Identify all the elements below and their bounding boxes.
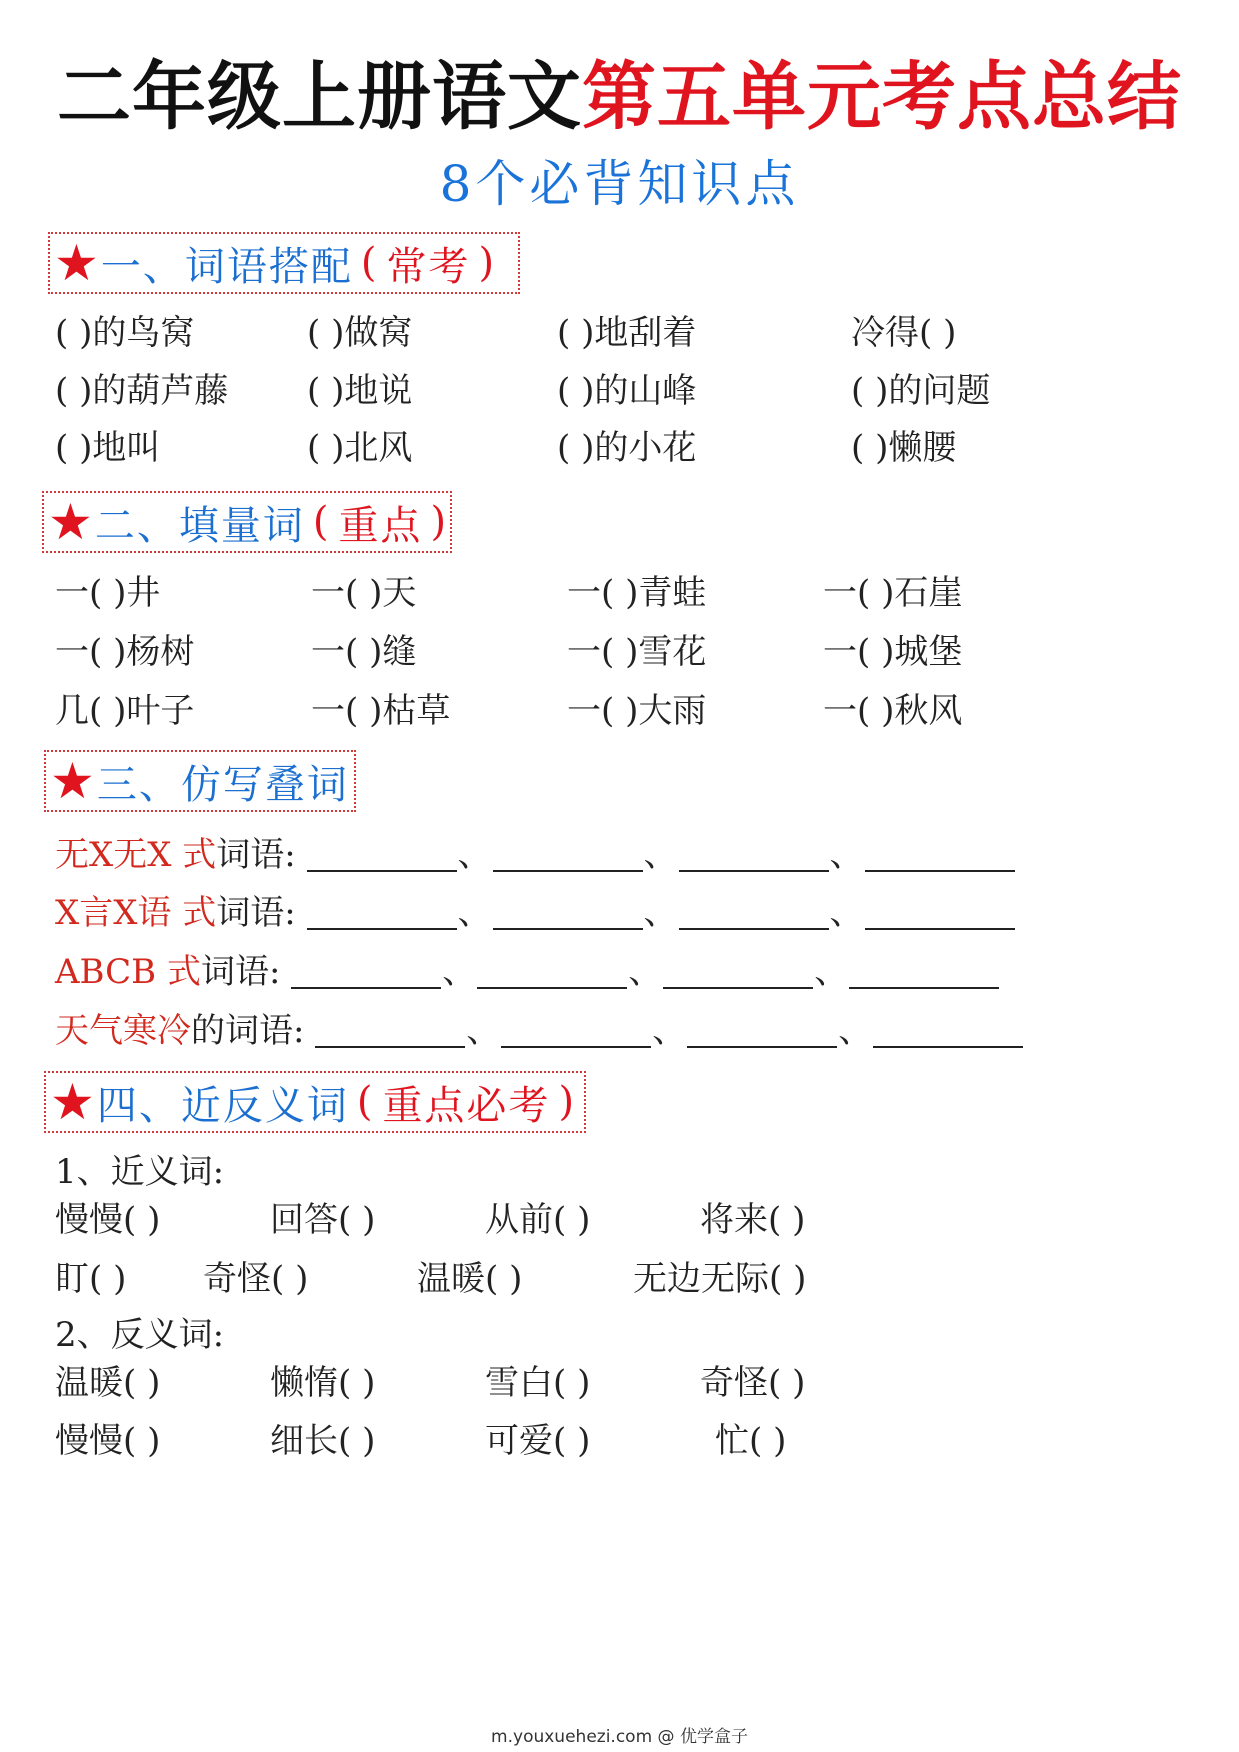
- pattern-suffix: 的词语:: [191, 1011, 305, 1051]
- answer-blank[interactable]: [865, 896, 1015, 930]
- antonym-item: 慢慢( ): [55, 1421, 161, 1461]
- s2-item: 几( )叶子: [55, 691, 195, 731]
- separator: 、: [652, 1011, 687, 1051]
- separator: 、: [457, 893, 492, 933]
- synonym-item: 奇怪( ): [203, 1259, 309, 1299]
- s1-item: ( )北风: [307, 428, 413, 468]
- pattern-label: X言X语 式: [55, 893, 217, 933]
- section-3-title: 三、仿写叠词: [96, 761, 349, 808]
- paren-open: (: [356, 1079, 375, 1125]
- antonym-item: 雪白( ): [485, 1363, 591, 1403]
- pattern-label: 无X无X 式: [55, 835, 217, 875]
- s2-item: 一( )青蛙: [567, 573, 707, 613]
- separator: 、: [628, 952, 663, 992]
- page-subtitle: 8个必背知识点: [439, 155, 800, 213]
- section-2-note: 重点: [338, 502, 423, 549]
- s1-item: ( )的葫芦藤: [55, 371, 229, 411]
- title-black-part: 二年级上册语文: [57, 54, 582, 140]
- s1-item: ( )做窝: [307, 313, 413, 353]
- separator: 、: [829, 835, 864, 875]
- pattern-suffix: 词语:: [200, 952, 281, 992]
- answer-blank[interactable]: [501, 1014, 651, 1048]
- antonym-heading: 2、反义词:: [55, 1315, 225, 1355]
- answer-blank[interactable]: [291, 955, 441, 989]
- section-4-header: [44, 1071, 586, 1133]
- section-2-title: 二、填量词: [94, 502, 305, 549]
- paren-open: (: [312, 499, 331, 545]
- pattern-suffix: 词语:: [216, 835, 296, 875]
- answer-blank[interactable]: [307, 838, 457, 872]
- separator: 、: [829, 893, 864, 933]
- page-title: [0, 52, 1239, 142]
- s2-item: 一( )井: [55, 573, 161, 613]
- pattern-label: 天气寒冷: [55, 1011, 191, 1051]
- synonym-item: 无边无际( ): [633, 1259, 807, 1299]
- paren-close: ): [430, 499, 449, 545]
- s1-item: ( )地说: [307, 371, 413, 411]
- antonym-item: 忙( ): [715, 1421, 787, 1461]
- paren-open: (: [360, 240, 379, 286]
- s2-item: 一( )石崖: [823, 573, 963, 613]
- s1-item: ( )地刮着: [557, 313, 697, 353]
- synonym-item: 慢慢( ): [55, 1200, 161, 1240]
- star-icon: ★: [50, 1073, 95, 1131]
- section-4-note: 重点必考: [382, 1082, 551, 1129]
- answer-blank[interactable]: [493, 838, 643, 872]
- s1-item: ( )的鸟窝: [55, 313, 195, 353]
- footer-watermark: m.youxuehezi.com @ 优学盒子: [491, 1727, 748, 1747]
- synonym-item: 从前( ): [485, 1200, 591, 1240]
- answer-blank[interactable]: [865, 838, 1015, 872]
- separator: 、: [643, 835, 678, 875]
- write-line: [55, 833, 1015, 877]
- answer-blank[interactable]: [493, 896, 643, 930]
- separator: 、: [838, 1011, 873, 1051]
- antonym-item: 细长( ): [270, 1421, 376, 1461]
- s2-item: 一( )雪花: [567, 632, 707, 672]
- write-line: [55, 950, 999, 994]
- star-icon: ★: [48, 493, 93, 551]
- synonym-item: 回答( ): [270, 1200, 376, 1240]
- paren-close: ): [558, 1079, 577, 1125]
- answer-blank[interactable]: [315, 1014, 465, 1048]
- answer-blank[interactable]: [849, 955, 999, 989]
- s1-item: ( )的问题: [851, 371, 991, 411]
- separator: 、: [457, 835, 492, 875]
- section-2-header: [42, 491, 452, 553]
- section-4-title: 四、近反义词: [96, 1082, 349, 1129]
- answer-blank[interactable]: [679, 838, 829, 872]
- separator: 、: [814, 952, 849, 992]
- s2-item: 一( )城堡: [823, 632, 963, 672]
- separator: 、: [643, 893, 678, 933]
- s2-item: 一( )缝: [311, 632, 417, 672]
- answer-blank[interactable]: [873, 1014, 1023, 1048]
- section-1-title: 一、词语搭配: [100, 243, 353, 290]
- paren-close: ): [478, 240, 497, 286]
- antonym-item: 可爱( ): [485, 1421, 591, 1461]
- star-icon: ★: [50, 752, 95, 810]
- antonym-item: 懒惰( ): [270, 1363, 376, 1403]
- s1-item: ( )地叫: [55, 428, 161, 468]
- title-red-part: 第五单元考点总结: [582, 54, 1182, 140]
- s1-item: ( )的小花: [557, 428, 697, 468]
- s1-item: ( )懒腰: [851, 428, 957, 468]
- answer-blank[interactable]: [477, 955, 627, 989]
- s1-item: 冷得( ): [851, 313, 957, 353]
- answer-blank[interactable]: [663, 955, 813, 989]
- answer-blank[interactable]: [679, 896, 829, 930]
- synonym-item: 盯( ): [55, 1259, 127, 1299]
- section-1-note: 常考: [386, 243, 471, 290]
- separator: 、: [466, 1011, 501, 1051]
- answer-blank[interactable]: [307, 896, 457, 930]
- s2-item: 一( )大雨: [567, 691, 707, 731]
- synonym-item: 温暖( ): [417, 1259, 523, 1299]
- s1-item: ( )的山峰: [557, 371, 697, 411]
- star-icon: ★: [54, 234, 99, 292]
- answer-blank[interactable]: [687, 1014, 837, 1048]
- section-1-header: [48, 232, 520, 294]
- synonym-item: 将来( ): [700, 1200, 806, 1240]
- antonym-item: 奇怪( ): [700, 1363, 806, 1403]
- s2-item: 一( )杨树: [55, 632, 195, 672]
- pattern-label: ABCB 式: [55, 952, 201, 992]
- write-line: [55, 891, 1015, 935]
- s2-item: 一( )秋风: [823, 691, 963, 731]
- synonym-heading: 1、近义词:: [55, 1152, 225, 1192]
- write-line: [55, 1009, 1023, 1053]
- s2-item: 一( )天: [311, 573, 417, 613]
- pattern-suffix: 词语:: [216, 893, 296, 933]
- s2-item: 一( )枯草: [311, 691, 451, 731]
- separator: 、: [442, 952, 477, 992]
- antonym-item: 温暖( ): [55, 1363, 161, 1403]
- section-3-header: [44, 750, 356, 812]
